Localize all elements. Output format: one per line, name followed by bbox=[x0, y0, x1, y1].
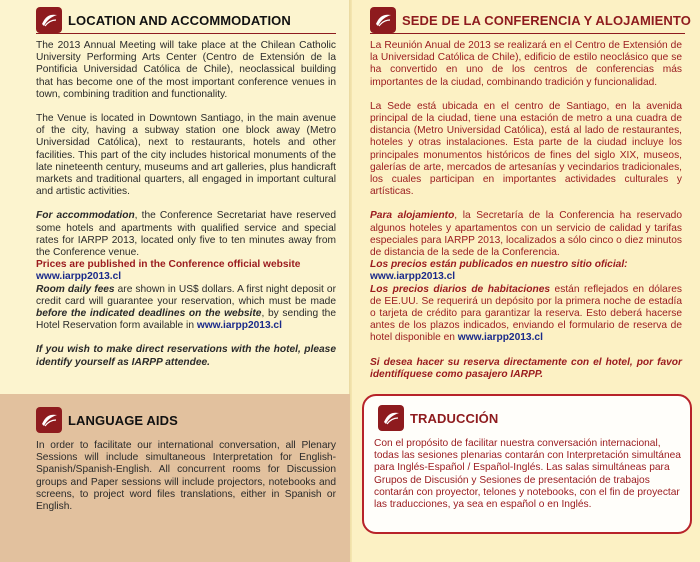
iarpp-swoosh-icon bbox=[370, 7, 396, 33]
iarpp-swoosh-icon bbox=[36, 407, 62, 433]
traduccion-header bbox=[378, 404, 498, 432]
website-link-1[interactable]: www.iarpp2013.cl bbox=[36, 271, 122, 283]
language-title: LANGUAGE AIDS bbox=[68, 412, 178, 428]
location-header bbox=[36, 6, 291, 34]
prices-notice: Prices are published in the Conference official website bbox=[36, 259, 301, 271]
location-rule bbox=[36, 33, 336, 34]
iarpp-swoosh-icon bbox=[36, 7, 62, 33]
precios-notice: Los precios están publicados en nuestro sitio oficial: bbox=[370, 259, 628, 271]
traduccion-body: Con el propósito de facilitar nuestra conversación internacional, todas las sesiones plenarias contarán con Interpretación simultánea para Inglés-Español / Español-Inglés. Las salas simultáneas para Grupos de Discusión y Sesiones de presentación de trabajos contarán con proyector, telones y notebooks, con el fin de proyectar las traducciones, ya sea en español o en Inglés. bbox=[374, 438, 681, 511]
language-body: In order to facilitate our international conversation, all Plenary Sessions will include simultaneous Interpretation for English-Spanish/Spanish-English. All concurrent rooms for Discussion groups and Paper sessions will include projectors, notebooks and screens, to project word files translations, either in Spanish or English. bbox=[36, 440, 336, 513]
location-accommodation: For accommodation, the Conference Secretariat have reserved some hotels and apartments with qualified service and special rates for IARPP 2013, located only five to ten minutes away from the Conference venue. bbox=[36, 210, 336, 259]
sede-header bbox=[370, 6, 691, 34]
room-fees: Room daily fees are shown in US$ dollars. A first night deposit or credit card will guarantee your reservation, which must be made before the indicated deadlines on the website, by sending the Hotel Reservation form available in www.iarpp2013.cl bbox=[36, 283, 336, 332]
location-body bbox=[36, 40, 336, 381]
iarpp-swoosh-icon bbox=[378, 405, 404, 431]
sede-title: SEDE DE LA CONFERENCIA Y ALOJAMIENTO bbox=[402, 12, 691, 28]
location-title: LOCATION AND ACCOMMODATION bbox=[68, 12, 291, 28]
sitio-link-1[interactable]: www.iarpp2013.cl bbox=[370, 271, 456, 283]
language-header bbox=[36, 406, 178, 434]
sede-intro: La Reunión Anual de 2013 se realizará en el Centro de Extensión de la Universidad Católica de Chile), edificio de estilo neoclásico que se ha convertido en uno de los centros de conferencias más importantes de la ciudad, combinando tradición y funcionalidad. bbox=[370, 40, 682, 88]
sede-body bbox=[370, 40, 682, 393]
location-venue: The Venue is located in Downtown Santiago, in the main avenue of the city, having a subway station one block away (Metro Universidad Católica), next to restaurants, hotels and other facilities. This part of the city includes historical monuments of the late nineteenth century, museums and art galleries, plus handicraft markets and traditional quarters, all engaged in important cultural and artistic activities. bbox=[36, 113, 336, 198]
sitio-link-2[interactable]: www.iarpp2013.cl bbox=[457, 332, 543, 344]
website-link-2[interactable]: www.iarpp2013.cl bbox=[196, 320, 282, 332]
location-intro: The 2013 Annual Meeting will take place at the Chilean Catholic University Performing Arts Center (Centro de Extensión de la Pontificia Universidad Católica de Chile), neoclassical building that has become one of the most important conference venues in town, combining tradition and functionality. bbox=[36, 40, 336, 100]
sede-alojamiento: Para alojamiento, la Secretaría de la Conferencia ha reservado algunos hoteles y apartamentos con un servicio de calidad y tarifas especiales para IARPP 2013, localizados a sólo cinco o diez minutos de distancia de la sede de la Conferencia. bbox=[370, 210, 682, 259]
direct-reservation-note: If you wish to make direct reservations with the hotel, please identify yourself as IARPP attendee. bbox=[36, 344, 336, 368]
sede-rule bbox=[370, 33, 685, 34]
traduccion-title: TRADUCCIÓN bbox=[410, 410, 499, 426]
sede-venue: La Sede está ubicada en el centro de Santiago, en la avenida principal de la ciudad, tiene una estación de metro a una cuadra de distancia (Metro Universidad Católica), está al lado de restaurantes, hoteles y otras instalaciones. Esta parte de la ciudad incluye los principales monumentos históricos de fines del siglo XIX, museos, galerías de arte, mercados de artesanías y vecindarios tradicionales, los cuales participan en importantes actividades culturales y artísticas. bbox=[370, 100, 682, 198]
reserva-directa-note: Si desea hacer su reserva directamente con el hotel, por favor identifíquese como pasajero IARPP. bbox=[370, 356, 682, 380]
precios-diarios: Los precios diarios de habitaciones están reflejados en dólares de EE.UU. Se requerirá un depósito por la primera noche de estadía o tarjeta de crédito para garantizar la reserva. Esto deberá hacerse antes de los plazos indicados, enviando el formulario de reserva de hotel disponible en www.iarpp2013.cl bbox=[370, 283, 682, 344]
